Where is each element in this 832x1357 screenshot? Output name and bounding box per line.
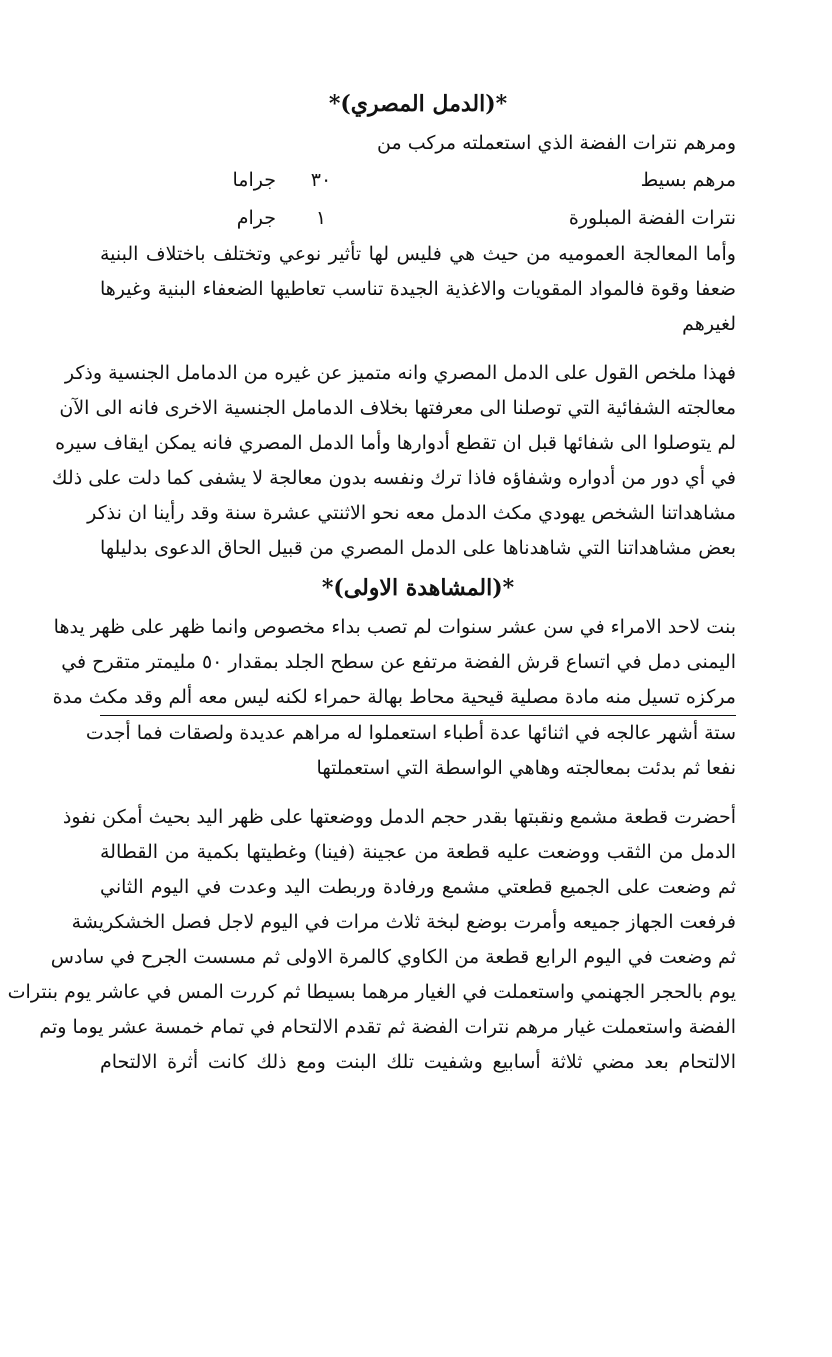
text-line: أحضرت قطعة مشمع ونقبتها بقدر حجم الدمل ووضعتها على ظهر اليد بحيث أمكن نفوذ — [62, 806, 736, 828]
paragraph-general-treatment — [100, 237, 736, 342]
recipe-row — [100, 161, 736, 199]
ointment-intro: ومرهم نترات الفضة الذي استعملته مركب من — [377, 132, 736, 154]
ingredient-quantity: ١ — [315, 207, 327, 229]
paragraph-case-description — [52, 610, 736, 786]
text-line: نفعا ثم بدئت بمعالجته وهاهي الواسطة التي استعملتها — [316, 757, 736, 779]
text-line: مشاهداتنا الشخص يهودي مكث الدمل معه نحو الاثنتي عشرة سنة وقد رأينا ان نذكر — [87, 502, 736, 524]
text-line: ثم وضعت في اليوم الرابع قطعة من الكاوي كالمرة الاولى ثم مسست الجرح في سادس — [50, 946, 736, 968]
text-line: يوم بالحجر الجهنمي واستعملت في الغيار مرهما بسيطا ثم كررت المس في عاشر يوم بنترات — [7, 981, 736, 1003]
paragraph-summary — [51, 356, 736, 566]
ingredient-name: مرهم بسيط — [640, 169, 736, 191]
paragraph-treatment-procedure — [7, 800, 736, 1080]
ingredient-unit: جراما — [232, 169, 276, 191]
text-line: الدمل من الثقب ووضعت عليه قطعة من عجينة (فينا) وغطيتها بكمية من القطالة — [100, 841, 736, 863]
text-line: وأما المعالجة العموميه من حيث هي فليس لها تأثير نوعي وتختلف باختلاف البنية — [100, 243, 736, 265]
text-line: ضعفا وقوة فالمواد المقويات والاغذية الجيدة تناسب تعاطيها الضعفاء البنية وغيرها — [100, 278, 736, 300]
recipe-row — [100, 199, 736, 237]
text-line: لغيرهم — [682, 313, 736, 335]
text-line: بنت لاحد الامراء في سن عشر سنوات لم تصب بداء مخصوص وانما ظهر على ظهر يدها — [53, 616, 736, 638]
text-line: ثم وضعت على الجميع قطعتي مشمع ورفادة وربطت اليد وعدت في اليوم الثاني — [100, 876, 736, 898]
text-line: اليمنى دمل في اتساع قرش الفضة مرتفع عن سطح الجلد بمقدار ٥٠ مليمتر متقرح في — [61, 651, 736, 673]
text-line: في أي دور من أدواره وشفاؤه فاذا ترك ونفسه بدون معالجة لا يشفى كما دلت على ذلك — [51, 467, 736, 489]
text-line: لم يتوصلوا الى شفائها قبل ان تقطع أدوارها وأما الدمل المصري فانه يمكن ايقاف سيره — [55, 432, 736, 454]
ingredient-unit: جرام — [236, 207, 276, 229]
ingredient-name: نترات الفضة المبلورة — [568, 207, 736, 229]
text-line: بعض مشاهداتنا التي شاهدناها على الدمل المصري من قبيل الحاق الدعوى بدليلها — [100, 537, 736, 559]
text-line: ستة أشهر عالجه في اثنائها عدة أطباء استعملوا له مراهم عديدة ولصقات فما أجدت — [85, 722, 736, 744]
text-line: الالتحام بعد مضي ثلاثة أسابيع وشفيت تلك البنت ومع ذلك كانت أثرة الالتحام — [100, 1051, 736, 1073]
section-heading-first-observation: *(المشاهدة الاولى)* — [321, 575, 515, 601]
ingredient-quantity: ٣٠ — [310, 169, 332, 191]
text-line: فهذا ملخص القول على الدمل المصري وانه متميز عن غيره من الدمامل الجنسية وذكر — [64, 362, 736, 384]
text-line: معالجته الشفائية التي توصلنا الى معرفتها بخلاف الدمامل الجنسية الاخرى فانه الى الآن — [59, 397, 736, 419]
text-line: الفضة واستعملت غيار مرهم نترات الفضة ثم تقدم الالتحام في تمام خمسة عشر يوما وتم — [39, 1016, 736, 1038]
section-heading-egyptian-boil: *(الدمل المصري)* — [328, 91, 508, 117]
text-line: مركزه تسيل منه مادة مصلية قيحية محاط بهالة حمراء لكنه ليس معه ألم وقد مكث مدة — [100, 680, 736, 716]
text-line: فرفعت الجهاز جميعه وأمرت بوضع لبخة ثلاث مرات في اليوم لاجل فصل الخشكريشة — [71, 911, 736, 933]
